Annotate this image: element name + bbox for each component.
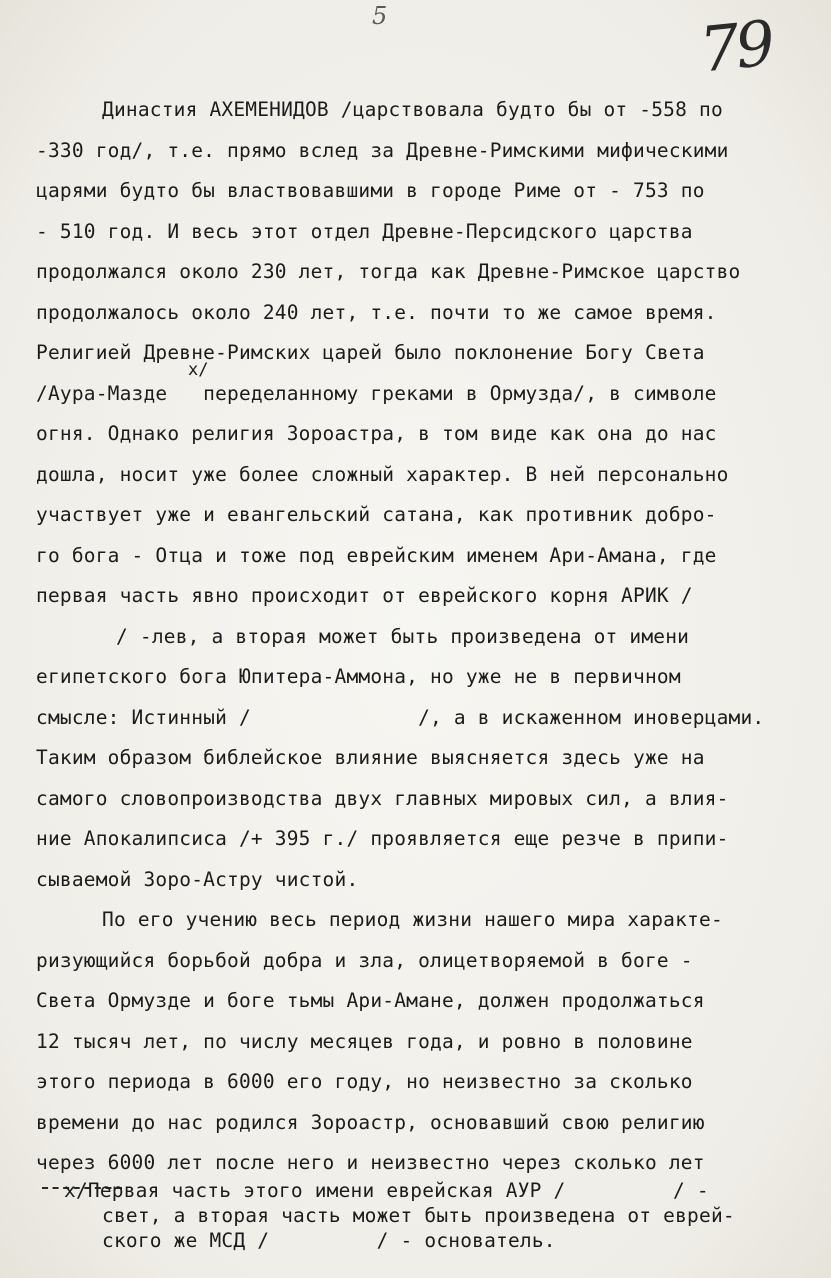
text-line: смысле: Истинный / /, а в искаженном иноверцами.	[36, 705, 765, 729]
text-line: первая часть явно происходит от еврейского корня АРИК /	[36, 584, 693, 607]
text-line: участвует уже и евангельский сатана, как противник добро-	[36, 503, 717, 526]
text-line: /Аура-Мазде переделанному греками в Ормузда/, в символе	[36, 381, 717, 405]
text-line: ние Апокалипсиса /+ 395 г./ проявляется еще резче в припи-	[36, 827, 729, 850]
text-line: времени до нас родился Зороастр, основавший свою религию	[36, 1110, 705, 1134]
text-line: через 6000 лет после него и неизвестно через сколько лет	[36, 1151, 705, 1174]
text-line: - 510 год. И весь этот отдел Древне-Персидского царства	[36, 219, 693, 243]
text-line: самого словопроизводства двух главных мировых сил, а влия-	[36, 786, 729, 810]
text-line: Династия АХЕМЕНИДОВ /царствовала будто бы от -558 по	[102, 98, 723, 121]
text-line: продолжался около 230 лет, тогда как Древне-Римское царство	[36, 260, 741, 283]
text-line: 12 тысяч лет, по числу месяцев года, и ровно в половине	[36, 1029, 693, 1053]
text-line: Света Ормузде и боге тьмы Ари-Амане, должен продолжаться	[36, 989, 705, 1012]
text-line: ризующийся борьбой добра и зла, олицетворяемой в боге -	[36, 948, 693, 972]
text-line: -330 год/, т.е. прямо вслед за Древне-Римскими мифическими	[36, 138, 729, 162]
text-line: го бога - Отца и тоже под еврейским именем Ари-Амана, где	[36, 543, 717, 567]
handwritten-folio-number: 79	[696, 6, 775, 87]
page-number: 5	[372, 2, 388, 30]
text-line: Религией Древне-Римских царей было поклонение Богу Света	[36, 341, 705, 364]
text-line: По его учению весь период жизни нашего мира характе-	[102, 908, 723, 931]
footnote-line: ского же МСД / / - основатель.	[102, 1229, 556, 1252]
text-line: дошла, носит уже более сложный характер. В ней персонально	[36, 462, 729, 486]
text-line: Таким образом библейское влияние выясняется здесь уже на	[36, 746, 705, 769]
body-text	[36, 90, 826, 1184]
footnote-line: x/Первая часть этого имени еврейская АУР / / -	[64, 1179, 709, 1202]
text-line: царями будто бы властвовавшими в городе Риме от - 753 по	[36, 179, 705, 202]
text-line: этого периода в 6000 его году, но неизвестно за сколько	[36, 1070, 693, 1093]
text-line: огня. Однако религия Зороастра, в том виде как она до нас	[36, 422, 717, 445]
text-line: / -лев, а вторая может быть произведена от имени	[116, 624, 690, 648]
text-line: продолжалось около 240 лет, т.е. почти то же самое время.	[36, 300, 717, 324]
footnote-marker: x/	[188, 360, 209, 380]
footnote	[64, 1178, 824, 1253]
text-line: египетского бога Юпитера-Аммона, но уже не в первичном	[36, 665, 681, 688]
footnote-line: свет, а вторая часть может быть произведена от еврей-	[102, 1204, 735, 1227]
text-line: сываемой Зоро-Астру чистой.	[36, 867, 359, 891]
